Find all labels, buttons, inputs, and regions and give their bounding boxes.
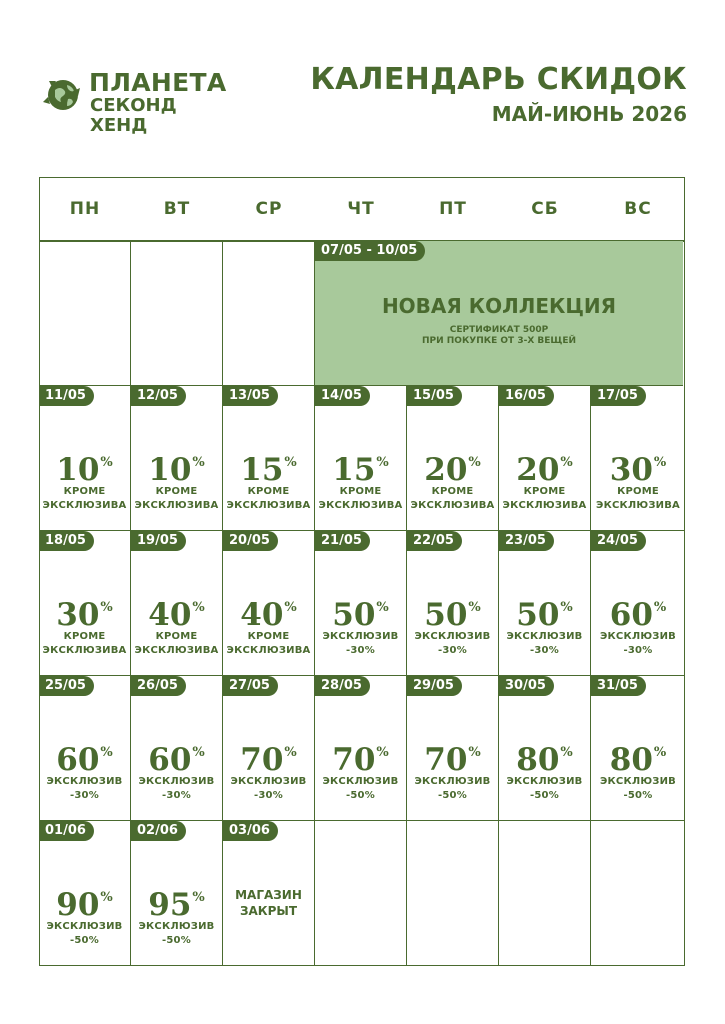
discount-condition [407,485,498,513]
discount-number: 60 [56,742,100,778]
day-date-label: 24/05 [591,531,646,551]
discount-number: 40 [148,597,192,633]
weekday-header: ПТ [439,199,467,219]
day-cell [407,676,499,821]
day-cell [223,821,315,965]
discount-value [591,591,685,632]
discount-condition [315,630,406,658]
condition-line2: -30% [438,645,467,656]
percent-sign: % [376,455,389,470]
discount-number: 20 [424,452,468,488]
discount-condition [223,485,314,513]
day-cell [407,386,499,531]
empty-day-cell [499,821,591,965]
percent-sign: % [376,600,389,615]
empty-day-cell [223,241,315,386]
discount-condition [407,775,498,803]
discount-number: 80 [516,742,560,778]
condition-line1: КРОМЕ [247,486,290,497]
discount-condition [131,775,222,803]
discount-condition [499,485,590,513]
condition-line2: -30% [162,790,191,801]
empty-day-cell [131,241,223,386]
day-cell [131,676,223,821]
discount-value [315,591,406,632]
banner-date-label: 07/05 - 10/05 [315,241,425,261]
percent-sign: % [100,745,113,760]
discount-number: 15 [240,452,284,488]
calendar-grid [39,177,685,966]
condition-line1: ЭКСКЛЮЗИВ [138,921,215,932]
percent-sign: % [284,745,297,760]
condition-line1: КРОМЕ [63,486,106,497]
day-cell [315,386,407,531]
condition-line1: КРОМЕ [617,486,659,497]
logo-line1: ПЛАНЕТА [89,68,227,97]
discount-condition [499,630,590,658]
condition-line1: КРОМЕ [247,631,290,642]
page-title: КАЛЕНДАРЬ СКИДОК [310,62,687,97]
day-cell [591,676,685,821]
condition-line2: -50% [530,790,559,801]
day-cell [591,531,685,676]
discount-condition [591,485,685,513]
discount-number: 10 [148,452,192,488]
discount-condition [315,775,406,803]
day-date-label: 20/05 [223,531,278,551]
condition-line2: ЭКСКЛЮЗИВА [42,645,127,656]
discount-condition [131,485,222,513]
day-date-label: 29/05 [407,676,462,696]
percent-sign: % [468,455,481,470]
day-cell [131,386,223,531]
condition-line2: -30% [254,790,283,801]
day-date-label: 23/05 [499,531,554,551]
discount-number: 50 [516,597,560,633]
discount-value [499,591,590,632]
percent-sign: % [192,745,205,760]
discount-number: 15 [332,452,376,488]
empty-day-cell [591,821,685,965]
condition-line1: ЭКСКЛЮЗИВ [506,631,583,642]
discount-value [39,736,130,777]
condition-line1: КРОМЕ [155,631,198,642]
discount-number: 40 [240,597,284,633]
day-date-label: 16/05 [499,386,554,406]
day-cell [223,531,315,676]
percent-sign: % [192,455,205,470]
condition-line1: ЭКСКЛЮЗИВ [600,631,676,642]
banner-line2: ПРИ ПОКУПКЕ ОТ 3-Х ВЕЩЕЙ [421,336,577,346]
closed-line1: МАГАЗИН [235,888,302,902]
banner-subtitle [315,325,683,347]
percent-sign: % [100,600,113,615]
discount-condition [39,920,130,948]
page-subtitle: МАЙ-ИЮНЬ 2026 [491,102,687,126]
percent-sign: % [284,600,297,615]
day-date-label: 19/05 [131,531,186,551]
discount-value [131,591,222,632]
closed-line2: ЗАКРЫТ [239,904,298,918]
day-cell [223,676,315,821]
condition-line2: -50% [623,790,653,801]
day-date-label: 02/06 [131,821,186,841]
discount-number: 60 [609,597,653,633]
discount-value [223,591,314,632]
percent-sign: % [468,600,481,615]
discount-value [39,881,130,922]
condition-line2: -50% [438,790,467,801]
condition-line2: ЭКСКЛЮЗИВА [134,645,219,656]
percent-sign: % [653,600,667,615]
day-date-label: 12/05 [131,386,186,406]
discount-number: 95 [148,887,192,923]
discount-condition [39,485,130,513]
discount-number: 70 [424,742,468,778]
discount-condition [223,775,314,803]
discount-value [315,446,406,487]
discount-number: 60 [148,742,192,778]
discount-value [499,446,590,487]
discount-value [591,736,685,777]
day-cell [407,531,499,676]
logo-line2: СЕКОНД ХЕНД [90,95,177,136]
day-cell [315,676,407,821]
weekday-header: СБ [531,199,559,219]
discount-value [315,736,406,777]
percent-sign: % [653,745,667,760]
discount-number: 10 [56,452,100,488]
day-cell [591,386,685,531]
percent-sign: % [192,890,205,905]
discount-condition [591,775,685,803]
day-date-label: 22/05 [407,531,462,551]
condition-line2: ЭКСКЛЮЗИВА [226,645,311,656]
condition-line1: ЭКСКЛЮЗИВ [414,776,491,787]
day-cell [39,386,131,531]
percent-sign: % [560,455,573,470]
discount-condition [131,630,222,658]
weekday-header: ЧТ [347,199,375,219]
discount-value [131,446,222,487]
condition-line2: ЭКСКЛЮЗИВА [410,500,495,511]
new-collection-banner [315,241,683,386]
percent-sign: % [376,745,389,760]
condition-line1: ЭКСКЛЮЗИВ [600,776,676,787]
banner-line1: СЕРТИФИКАТ 500Р [449,325,549,335]
condition-line2: -50% [162,935,191,946]
condition-line1: ЭКСКЛЮЗИВ [322,776,399,787]
condition-line1: ЭКСКЛЮЗИВ [46,921,123,932]
day-date-label: 25/05 [39,676,94,696]
weekday-header: СР [255,199,283,219]
discount-number: 20 [516,452,560,488]
banner-title: НОВАЯ КОЛЛЕКЦИЯ [381,294,617,318]
discount-number: 50 [424,597,468,633]
discount-number: 50 [332,597,376,633]
discount-value [39,446,130,487]
condition-line2: ЭКСКЛЮЗИВА [596,500,680,511]
percent-sign: % [560,600,573,615]
day-cell [39,676,131,821]
day-cell [131,821,223,965]
condition-line1: КРОМЕ [339,486,382,497]
day-cell [499,531,591,676]
day-date-label: 01/06 [39,821,94,841]
day-date-label: 15/05 [407,386,462,406]
day-date-label: 27/05 [223,676,278,696]
day-date-label: 13/05 [223,386,278,406]
day-cell [39,821,131,965]
condition-line2: -30% [623,645,653,656]
condition-line1: ЭКСКЛЮЗИВ [506,776,583,787]
day-date-label: 11/05 [39,386,94,406]
condition-line2: ЭКСКЛЮЗИВА [42,500,127,511]
discount-value [407,736,498,777]
percent-sign: % [560,745,573,760]
discount-condition [131,920,222,948]
day-cell [131,531,223,676]
condition-line1: ЭКСКЛЮЗИВ [414,631,491,642]
store-closed-note [223,887,314,919]
discount-number: 30 [56,597,100,633]
day-date-label: 26/05 [131,676,186,696]
condition-line2: -30% [346,645,375,656]
discount-value [131,736,222,777]
condition-line1: КРОМЕ [155,486,198,497]
day-date-label: 28/05 [315,676,370,696]
percent-sign: % [653,455,667,470]
condition-line1: КРОМЕ [523,486,566,497]
day-cell [39,531,131,676]
globe-recycle-icon [40,72,86,118]
day-cell [499,386,591,531]
weekday-header: ВТ [163,199,191,219]
discount-number: 80 [609,742,653,778]
day-cell [223,386,315,531]
discount-number: 30 [609,452,653,488]
discount-condition [591,630,685,658]
day-date-label: 18/05 [39,531,94,551]
day-date-label: 03/06 [223,821,278,841]
empty-day-cell [39,241,131,386]
condition-line2: -50% [70,935,99,946]
condition-line2: ЭКСКЛЮЗИВА [134,500,219,511]
percent-sign: % [100,890,113,905]
day-date-label: 31/05 [591,676,646,696]
discount-number: 90 [56,887,100,923]
discount-condition [315,485,406,513]
discount-value [591,446,685,487]
percent-sign: % [468,745,481,760]
day-cell [499,676,591,821]
discount-value [39,591,130,632]
condition-line1: ЭКСКЛЮЗИВ [138,776,215,787]
discount-number: 70 [332,742,376,778]
discount-value [407,591,498,632]
discount-condition [39,775,130,803]
condition-line2: ЭКСКЛЮЗИВА [318,500,403,511]
discount-value [499,736,590,777]
day-date-label: 30/05 [499,676,554,696]
condition-line1: КРОМЕ [63,631,106,642]
percent-sign: % [100,455,113,470]
condition-line2: -30% [70,790,99,801]
discount-value [223,736,314,777]
weekday-header: ВС [624,199,652,219]
condition-line2: ЭКСКЛЮЗИВА [226,500,311,511]
discount-number: 70 [240,742,284,778]
condition-line2: -30% [530,645,559,656]
percent-sign: % [284,455,297,470]
percent-sign: % [192,600,205,615]
day-cell [315,531,407,676]
condition-line2: -50% [346,790,375,801]
day-date-label: 17/05 [591,386,646,406]
empty-day-cell [315,821,407,965]
condition-line1: ЭКСКЛЮЗИВ [46,776,123,787]
condition-line2: ЭКСКЛЮЗИВА [502,500,587,511]
discount-condition [39,630,130,658]
weekday-header: ПН [69,199,101,219]
discount-value [407,446,498,487]
discount-condition [407,630,498,658]
brand-logo [40,68,240,136]
empty-day-cell [407,821,499,965]
discount-condition [499,775,590,803]
condition-line1: ЭКСКЛЮЗИВ [322,631,399,642]
discount-value [131,881,222,922]
discount-condition [223,630,314,658]
condition-line1: ЭКСКЛЮЗИВ [230,776,307,787]
discount-value [223,446,314,487]
condition-line1: КРОМЕ [431,486,474,497]
day-date-label: 14/05 [315,386,370,406]
day-date-label: 21/05 [315,531,370,551]
